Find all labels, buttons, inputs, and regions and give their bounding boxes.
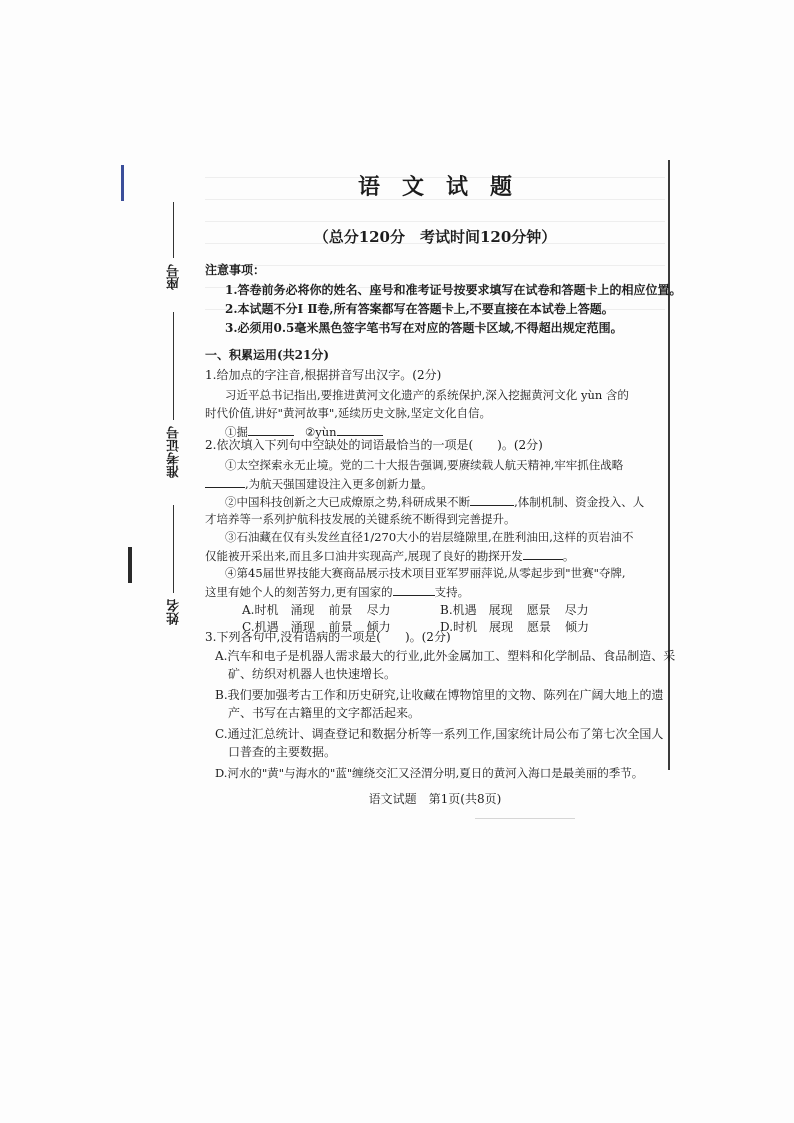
option-letter: D. — [440, 620, 454, 634]
answer-blank — [337, 423, 383, 436]
option-word: 愿景 — [526, 603, 551, 617]
q2-stem: 2.依次填入下列句中空缺处的词语最恰当的一项是( )。(2分) — [205, 438, 543, 452]
answer-blank — [205, 475, 245, 488]
q1-text: 时代价值,讲好"黄河故事",延续历史文脉,坚定文化自信。 — [205, 406, 492, 420]
page-footer: 语文试题 第1页(共8页) — [368, 792, 502, 806]
option-word: 倾力 — [565, 620, 590, 634]
option-word: 尽力 — [564, 603, 589, 617]
option-word: 展现 — [488, 603, 513, 617]
option-word: 展现 — [489, 620, 514, 634]
q3-option-b-cont: 产、书写在古籍里的文字都活起来。 — [228, 706, 421, 720]
q1-stem: 1.给加点的字注音,根据拼音写出汉字。(2分) — [205, 368, 442, 382]
exam-id-label: 准考证号 — [167, 426, 182, 478]
exam-id-line — [173, 312, 174, 420]
q3-option-d: D.河水的"黄"与海水的"蓝"缠绕交汇又泾渭分明,夏日的黄河入海口是最美丽的季节。 — [215, 766, 644, 780]
notice-item: 3.必须用0.5毫米黑色签字笔书写在对应的答题卡区域,不得超出规定范围。 — [225, 321, 623, 335]
answer-blank — [248, 423, 294, 436]
notice-item: 1.答卷前务必将你的姓名、座号和准考证号按要求填写在试卷和答题卡上的相应位置。 — [225, 283, 682, 297]
q2-sentence: ③石油藏在仅有头发丝直径1/270大小的岩层缝隙里,在胜利油田,这样的页岩油不 — [225, 530, 634, 544]
q2-option-b — [440, 601, 603, 618]
option-word: 尽力 — [366, 603, 391, 617]
option-word: 时机 — [254, 603, 279, 617]
q3-option-b: B.我们要加强考古工作和历史研究,让收藏在博物馆里的文物、陈列在广阔大地上的遗 — [215, 688, 664, 702]
q1-answer-1: ①掘 — [225, 425, 248, 439]
option-letter: B. — [440, 603, 453, 617]
name-label: 姓名 — [167, 599, 182, 625]
q1-text: 习近平总书记指出,要推进黄河文化遗产的系统保护,深入挖掘黄河文化 yùn 含的 — [225, 388, 629, 402]
answer-blank — [523, 547, 563, 560]
answer-blank — [393, 583, 435, 596]
seat-label: 座号 — [167, 264, 182, 290]
q2-option-a — [242, 601, 404, 618]
option-word: 涌现 — [290, 620, 315, 634]
q2-sentence: ①太空探索永无止境。党的二十大报告强调,要赓续载人航天精神,牢牢抓住战略 — [225, 458, 624, 472]
q2-sentence-text: 。 — [562, 549, 575, 563]
option-word: 前景 — [328, 603, 353, 617]
q3-option-c: C.通过汇总统计、调查登记和数据分析等一系列工作,国家统计局公布了第七次全国人 — [215, 727, 664, 741]
option-letter: A. — [242, 603, 255, 617]
notice-item: 2.本试题不分Ⅰ Ⅱ卷,所有答案都写在答题卡上,不要直接在本试卷上答题。 — [225, 302, 614, 316]
option-word: 机遇 — [254, 620, 279, 634]
option-letter: C. — [242, 620, 255, 634]
q2-sentence-text: 这里有她个人的刻苦努力,更有国家的 — [205, 585, 393, 599]
q2-sentence — [225, 493, 644, 510]
scan-artifact — [475, 818, 575, 819]
q2-sentence — [205, 547, 574, 564]
q2-option-d — [440, 618, 603, 635]
q2-sentence — [205, 475, 433, 492]
option-word: 时机 — [453, 620, 478, 634]
option-word: 倾力 — [366, 620, 391, 634]
option-word: 机遇 — [452, 603, 477, 617]
q1-answer-2: ②yùn — [304, 425, 337, 439]
seat-line — [173, 202, 174, 258]
q2-sentence-text: ,为航天强国建设注入更多创新力量。 — [245, 477, 433, 491]
q2-sentence-text: 仅能被开采出来,而且多口油井实现高产,展现了良好的勘探开发 — [205, 549, 523, 563]
scan-mark — [128, 547, 132, 583]
q2-sentence-text: ②中国科技创新之大已成燎原之势,科研成果不断 — [225, 495, 471, 509]
notice-heading: 注意事项： — [205, 263, 266, 277]
name-line — [173, 505, 174, 593]
q2-sentence: 才培养等一系列护航科技发展的关键系统不断得到完善提升。 — [205, 512, 516, 526]
q3-option-c-cont: 口普查的主要数据。 — [228, 745, 337, 759]
q2-sentence-text: ,体制机制、资金投入、人 — [514, 495, 645, 509]
q2-sentence — [205, 583, 469, 600]
scan-mark — [121, 165, 124, 201]
page-edge-line — [668, 160, 670, 770]
option-word: 涌现 — [290, 603, 315, 617]
page-title: 语文试题 — [357, 174, 534, 200]
exam-subtitle: （总分120分 考试时间120分钟） — [313, 228, 557, 246]
q3-stem: 3.下列各句中,没有语病的一项是( )。(2分) — [205, 630, 451, 644]
q2-sentence-text: 支持。 — [434, 585, 470, 599]
q3-option-a: A.汽车和电子是机器人需求最大的行业,此外金属加工、塑料和化学制品、食品制造、采 — [215, 649, 676, 663]
answer-blank — [470, 493, 514, 506]
section-heading: 一、积累运用(共21分) — [205, 348, 330, 362]
option-word: 愿景 — [527, 620, 552, 634]
q2-sentence: ④第45届世界技能大赛商品展示技术项目亚军罗丽萍说,从零起步到"世赛"夺牌, — [225, 566, 626, 580]
option-word: 前景 — [328, 620, 353, 634]
q3-option-a-cont: 矿、纺织对机器人也快速增长。 — [228, 667, 397, 681]
